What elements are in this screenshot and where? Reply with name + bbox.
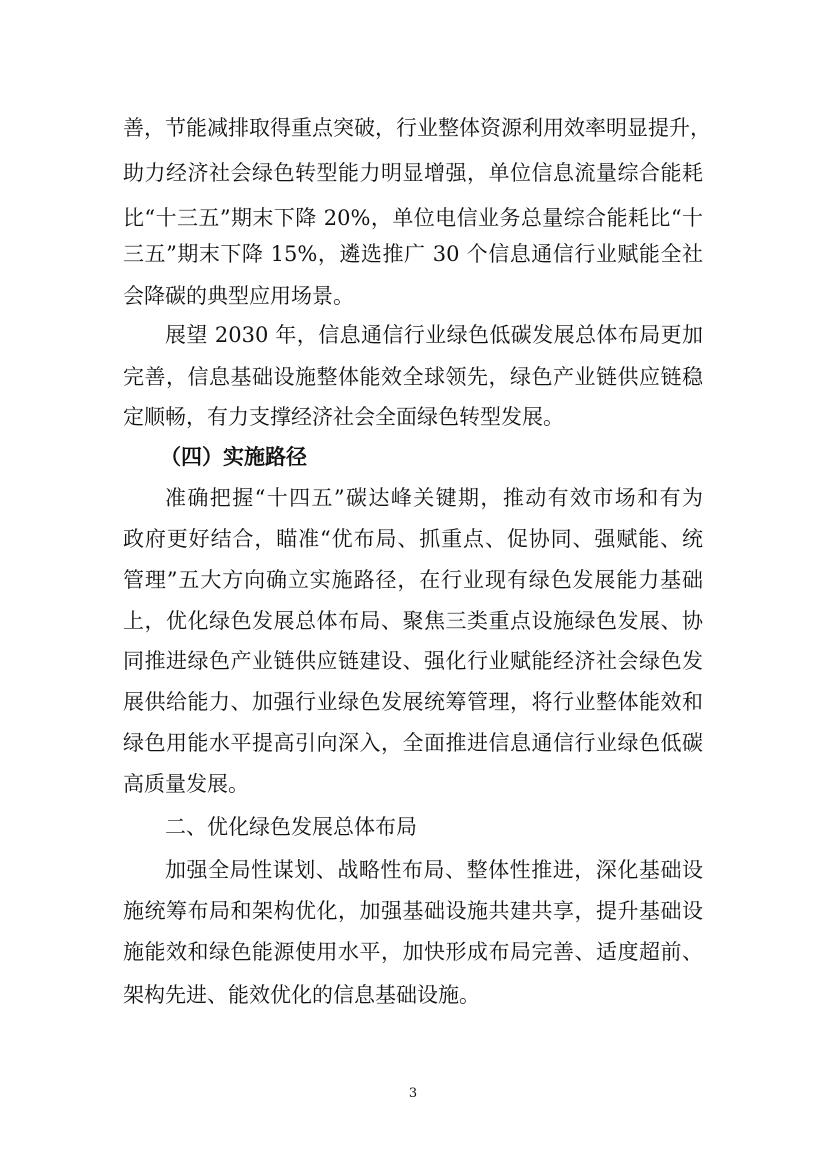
paragraph-3-line-8: 高质量发展。 [123, 772, 249, 796]
paragraph-3-line-2: 政府更好结合，瞄准“优布局、抓重点、促协同、强赋能、统 [123, 527, 703, 551]
paragraph-3-line-4: 上，优化绿色发展总体布局、聚焦三类重点设施绿色发展、协 [123, 609, 703, 633]
paragraph-3-line-1: 准确把握“十四五”碳达峰关键期，推动有效市场和有为 [165, 486, 703, 510]
paragraph-3-line-7: 绿色用能水平提高引向深入，全面推进信息通信行业绿色低碳 [123, 731, 703, 755]
section-heading-two: 二、优化绿色发展总体布局 [165, 815, 417, 839]
paragraph-4-line-4: 架构先进、能效优化的信息基础设施。 [123, 983, 480, 1007]
paragraph-1-line-3: 比“十三五”期末下降 20%，单位电信业务总量综合能耗比“十 [123, 206, 703, 230]
paragraph-3-line-6: 展供给能力、加强行业绿色发展统筹管理，将行业整体能效和 [123, 690, 703, 714]
paragraph-4-line-3: 施能效和绿色能源使用水平，加快形成布局完善、适度超前、 [123, 940, 703, 964]
paragraph-2-line-2: 完善，信息基础设施整体能效全球领先，绿色产业链供应链稳 [123, 365, 703, 389]
paragraph-1-line-1: 善，节能减排取得重点突破，行业整体资源利用效率明显提升， [123, 116, 711, 140]
paragraph-2-line-1: 展望 2030 年，信息通信行业绿色低碳发展总体布局更加 [165, 323, 703, 347]
paragraph-2-line-3: 定顺畅，有力支撑经济社会全面绿色转型发展。 [123, 405, 564, 429]
paragraph-3-line-3: 管理”五大方向确立实施路径，在行业现有绿色发展能力基础 [123, 568, 703, 592]
section-heading-4: （四）实施路径 [160, 444, 307, 469]
paragraph-4-line-1: 加强全局性谋划、战略性布局、整体性推进，深化基础设 [165, 858, 703, 882]
paragraph-1-line-2: 助力经济社会绿色转型能力明显增强，单位信息流量综合能耗 [123, 161, 703, 185]
paragraph-1-line-5: 会降碳的典型应用场景。 [123, 284, 354, 308]
paragraph-1-line-4: 三五”期末下降 15%，遴选推广 30 个信息通信行业赋能全社 [123, 242, 703, 266]
page-number: 3 [408, 1086, 418, 1101]
paragraph-4-line-2: 施统筹布局和架构优化，加强基础设施共建共享，提升基础设 [123, 899, 703, 923]
paragraph-3-line-5: 同推进绿色产业链供应链建设、强化行业赋能经济社会绿色发 [123, 649, 703, 673]
